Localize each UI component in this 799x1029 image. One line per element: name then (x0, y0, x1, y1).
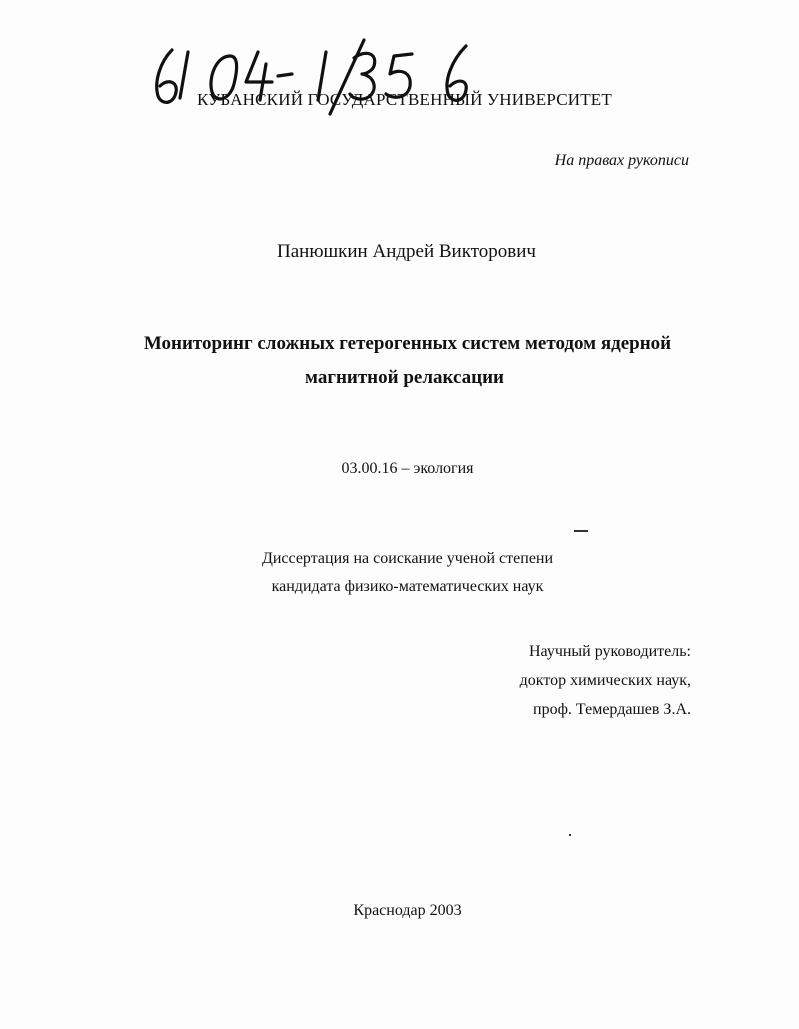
scan-speck (569, 834, 571, 836)
university-name: КУБАНСКИЙ ГОСУДАРСТВЕННЫЙ УНИВЕРСИТЕТ (197, 90, 612, 109)
specialty-code: 03.00.16 – экология (341, 460, 474, 477)
thesis-title-line-2: магнитной релаксации (305, 367, 504, 388)
supervisor-name: проф. Темердашев З.А. (533, 701, 691, 718)
scan-speck (574, 530, 588, 532)
degree-statement-line-1: Диссертация на соискание ученой степени (261, 550, 554, 567)
supervisor-block (520, 637, 691, 724)
manuscript-rights-note: На правах рукописи (554, 152, 689, 169)
degree-statement-line-2: кандидата физико-математических наук (271, 578, 544, 595)
supervisor-degree: доктор химических наук, (519, 672, 691, 689)
thesis-title-line-1: Мониторинг сложных гетерогенных систем методом ядерной (143, 333, 672, 354)
supervisor-label: Научный руководитель: (528, 643, 691, 660)
city-and-year: Краснодар 2003 (353, 902, 462, 919)
author-name: Панюшкин Андрей Викторович (277, 241, 536, 262)
